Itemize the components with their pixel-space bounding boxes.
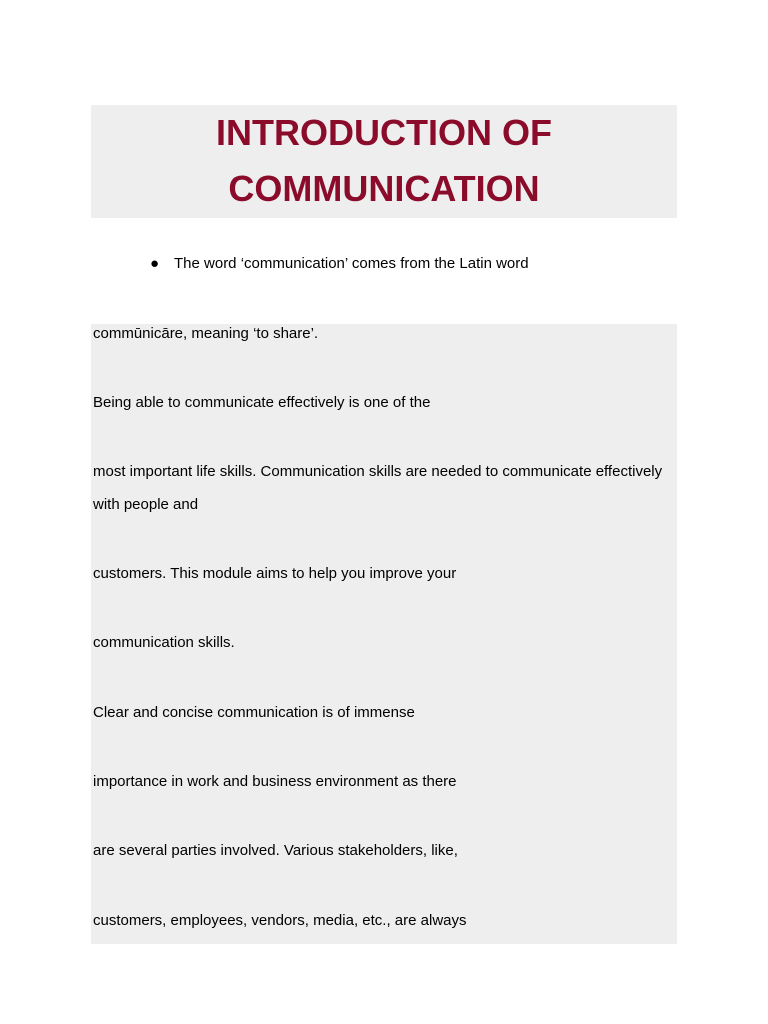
body-text-box [91,324,677,944]
body-line-1: commūnicāre, meaning ‘to share’. [93,325,319,342]
bullet-marker: ● [150,255,160,272]
bullet-item [150,254,529,274]
title-line-2: COMMUNICATION [228,168,540,209]
title-line-1: INTRODUCTION OF [216,112,552,153]
body-line-4: customers. This module aims to help you improve your [93,565,457,582]
body-line-9: customers, employees, vendors, media, etc., are always [93,912,467,929]
body-line-7: importance in work and business environment as there [93,773,457,790]
body-line-8: are several parties involved. Various stakeholders, like, [93,842,458,859]
body-line-5: communication skills. [93,634,235,651]
bullet-text: The word ‘communication’ comes from the Latin word [174,255,529,272]
body-line-2: Being able to communicate effectively is one of the [93,394,431,411]
body-line-3: most important life skills. Communication skills are needed to communicate effectively with people and [93,463,663,513]
page-title [91,105,677,217]
body-line-6: Clear and concise communication is of immense [93,704,415,721]
title-box [91,105,677,218]
